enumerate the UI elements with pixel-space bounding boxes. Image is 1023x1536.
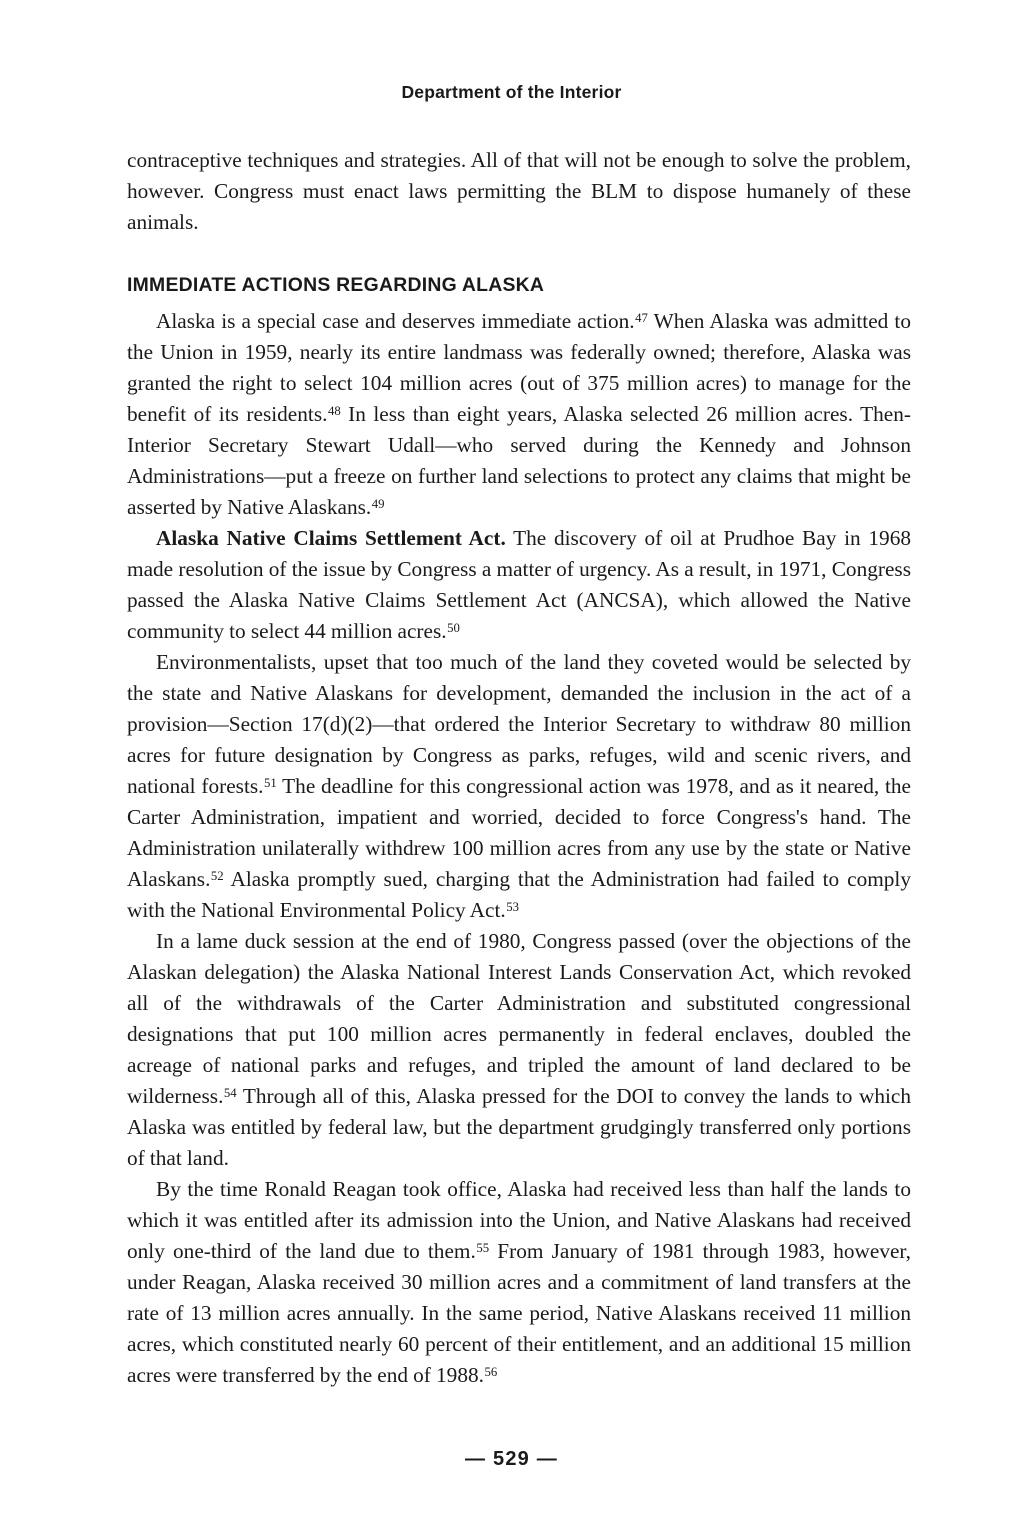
paragraph-reagan-era [127, 1174, 911, 1391]
paragraph-continued: contraceptive techniques and strategies. All of that will not be enough to solve the problem, however. Congress must enact laws permitting the BLM to dispose humanely of these animals. [127, 148, 911, 234]
text-segment: From January of 1981 through 1983, however, under Reagan, Alaska received 30 million acres and a commitment of land transfers at the rate of 13 million acres annually. In the same period, Native Alaskans received 11 million acres, which constituted nearly 60 percent of their entitlement, and an additional 15 million acres were transferred by the end of 1988. [127, 1239, 911, 1387]
text-segment: The deadline for this congressional action was 1978, and as it neared, the Carter Administration, impatient and worried, decided to force Congress's hand. The Administration unilaterally withdrew 100 million acres from any use by the state or Native Alaskans. [127, 774, 912, 891]
paragraph-lame-duck-session [127, 926, 911, 1174]
paragraph-environmentalists [127, 647, 911, 926]
text-segment: Environmentalists, upset that too much of the land they coveted would be selected by the state and Native Alaskans for development, demanded the inclusion in the act of a provision—Section 17(d)(2)—that ordered the Interior Secretary to withdraw 80 million acres for future designation by Congress as parks, refuges, wild and scenic rivers, and national forests. [127, 650, 911, 798]
footnote-marker-51: 51 [264, 775, 277, 790]
text-segment: By the time Ronald Reagan took office, Alaska had received less than half the lands to which it was entitled after its admission into the Union, and Native Alaskans had received only one-third of the land due to them. [127, 1177, 911, 1263]
text-column [127, 145, 911, 1391]
footnote-marker-52: 52 [210, 868, 224, 883]
paragraph-alaska-special-case [127, 306, 911, 523]
footnote-marker-54: 54 [223, 1085, 237, 1100]
text-segment: When Alaska was admitted to the Union in 1959, nearly its entire landmass was federally owned; therefore, Alaska was granted the right to select 104 million acres (out of 375 million acres) to manage for the benefit of its residents. [127, 309, 911, 426]
footnote-marker-55: 55 [476, 1240, 490, 1255]
text-segment: Through all of this, Alaska pressed for the DOI to convey the lands to which Alaska was entitled by federal law, but the department grudgingly transferred only portions of that land. [127, 1084, 911, 1170]
section-heading-immediate-actions-regarding-alaska: IMMEDIATE ACTIONS REGARDING ALASKA [127, 274, 545, 296]
text-segment: Alaska is a special case and deserves immediate action. [156, 309, 635, 333]
spacer-after-heading [127, 297, 911, 306]
footnote-marker-49: 49 [371, 496, 385, 511]
footnote-marker-56: 56 [484, 1364, 498, 1379]
page-number-folio: — 529 — [465, 1448, 558, 1470]
paragraph-ancsa [127, 523, 911, 647]
text-segment: The discovery of oil at Prudhoe Bay in 1968 made resolution of the issue by Congress a matter of urgency. As a result, in 1971, Congress passed the Alaska Native Claims Settlement Act (ANCSA), which allowed the Native community to select 44 million acres. [127, 526, 911, 643]
footnote-marker-50: 50 [447, 620, 460, 635]
footnote-marker-53: 53 [506, 899, 519, 914]
text-segment: In less than eight years, Alaska selected 26 million acres. Then-Interior Secretary Stewart Udall—who served during the Kennedy and Johnson Administrations—put a freeze on further land selections to protect any claims that might be asserted by Native Alaskans. [127, 402, 911, 519]
spacer-before-heading [127, 238, 911, 274]
footnote-marker-47: 47 [635, 310, 648, 325]
run-in-heading-ancsa: Alaska Native Claims Settlement Act. [156, 526, 506, 550]
text-segment: Alaska promptly sued, charging that the Administration had failed to comply with the National Environmental Policy Act. [127, 867, 911, 922]
footnote-marker-48: 48 [327, 403, 341, 418]
running-head: Department of the Interior [401, 82, 622, 102]
text-segment: In a lame duck session at the end of 1980, Congress passed (over the objections of the Alaskan delegation) the Alaska National Interest Lands Conservation Act, which revoked all of the withdrawals of the Carter Administration and substituted congressional designations that put 100 million acres permanently in federal enclaves, doubled the acreage of national parks and refuges, and tripled the amount of land declared to be wilderness. [127, 929, 911, 1108]
